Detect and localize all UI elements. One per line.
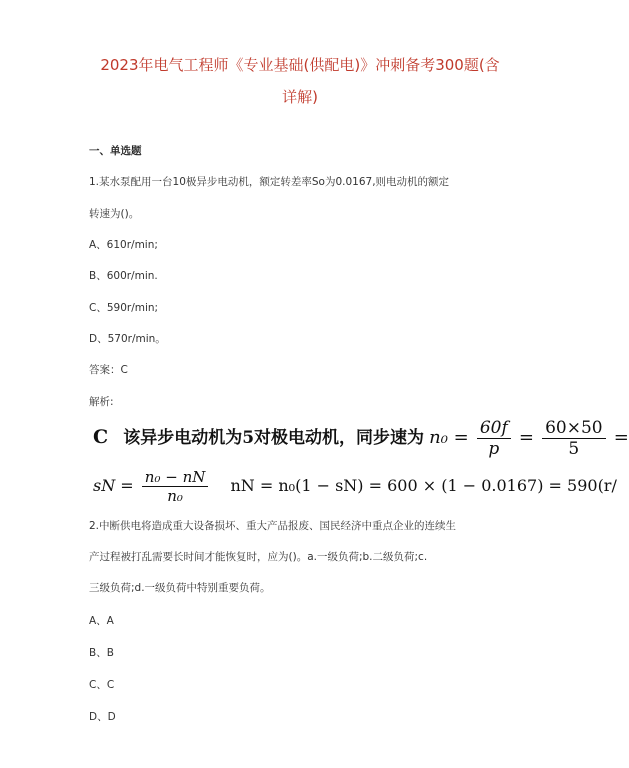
document-title-line-2: 详解) [282, 88, 318, 106]
section-heading: 一、单选题 [89, 145, 142, 157]
question-1-option-a: A、610r/min; [89, 239, 158, 251]
question-2-option-c: C、C [89, 679, 115, 691]
sync-speed-lhs: n₀ = [429, 427, 469, 448]
document-title-line-1: 2023年电气工程师《专业基础(供配电)》冲刺备考300题(含 [100, 56, 500, 74]
question-1-option-d: D、570r/min。 [89, 333, 166, 345]
fraction-60f-over-p [477, 418, 511, 459]
question-2-stem-line-3: 三级负荷;d.一级负荷中特别重要负荷。 [89, 582, 271, 594]
fraction-denominator: p [488, 439, 500, 459]
question-2-option-b: B、B [89, 647, 114, 659]
slip-lhs: sN = [93, 476, 134, 495]
question-2-option-d: D、D [89, 711, 116, 723]
solution-formula-line-1 [93, 418, 629, 459]
question-2-stem-line-1: 2.中断供电将造成重大设备损坏、重大产品报废、国民经济中重点企业的连续生 [89, 520, 457, 532]
question-2-option-a: A、A [89, 615, 114, 627]
solution-letter: C [93, 426, 109, 448]
question-2-stem-line-2: 产过程被打乱需要长时间才能恢复时，应为()。a.一级负荷;b.二级负荷;c. [89, 551, 428, 563]
fraction-numerator: n₀ − nN [142, 468, 209, 487]
rated-speed-calculation: nN = n₀(1 − sN) = 600 × (1 − 0.0167) = 590(r/ [230, 476, 617, 495]
fraction-60x50-over-5 [542, 418, 606, 459]
solution-formula-line-2 [93, 468, 617, 505]
solution-text: 该异步电动机为5对极电动机，同步速为 [123, 428, 425, 448]
question-1-option-b: B、600r/min. [89, 270, 158, 282]
question-1-analysis-label: 解析: [89, 396, 114, 408]
fraction-denominator: n₀ [167, 487, 183, 505]
question-1-answer: 答案：C [89, 364, 128, 376]
fraction-numerator: 60f [477, 418, 511, 439]
question-1-stem-line-1: 1.某水泵配用一台10极异步电动机，额定转差率So为0.0167,则电动机的额定 [89, 176, 450, 188]
question-1-option-c: C、590r/min; [89, 302, 159, 314]
fraction-numerator: 60×50 [542, 418, 606, 439]
fraction-denominator: 5 [568, 439, 580, 459]
trailing-equals: = [613, 427, 629, 448]
equals-sign: = [518, 427, 534, 448]
question-1-stem-line-2: 转速为()。 [89, 208, 140, 220]
fraction-slip [142, 468, 209, 505]
